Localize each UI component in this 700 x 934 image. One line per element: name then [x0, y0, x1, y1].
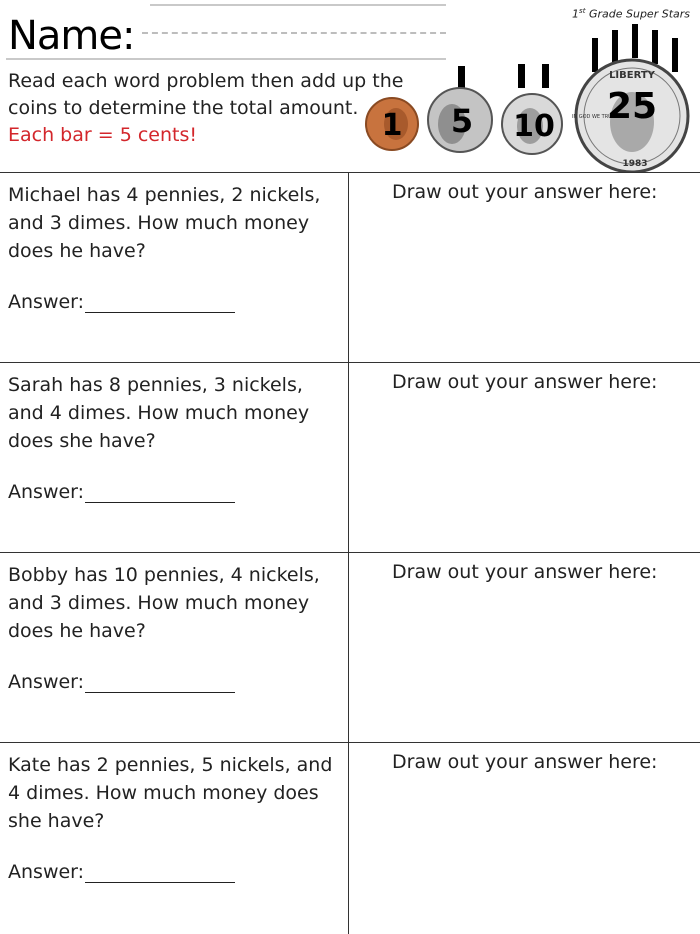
quarter-bar-2 — [612, 30, 618, 64]
quarter-trust-text: IN GOD WE TRUST — [571, 114, 619, 120]
draw-area-label: Draw out your answer here: — [392, 561, 658, 583]
name-top-line — [150, 4, 446, 6]
answer-field[interactable] — [8, 291, 235, 313]
nickel-value: 5 — [450, 102, 474, 140]
answer-field[interactable] — [8, 481, 235, 503]
draw-area-label: Draw out your answer here: — [392, 181, 658, 203]
name-label: Name: — [8, 13, 135, 59]
quarter-bar-1 — [592, 38, 598, 72]
quarter-value: 25 — [606, 86, 658, 127]
answer-field[interactable] — [8, 671, 235, 693]
answer-label: Answer: — [8, 671, 85, 693]
answer-line[interactable] — [85, 862, 235, 883]
problem-cell — [0, 553, 349, 742]
coin-reference — [360, 20, 700, 172]
problem-cell — [0, 743, 349, 934]
dime-bar-1 — [518, 64, 525, 88]
draw-area-label: Draw out your answer here: — [392, 371, 658, 393]
quarter-bar-5 — [672, 38, 678, 72]
quarter-year-text: 1983 — [622, 159, 648, 169]
penny-icon — [366, 98, 418, 150]
dime-bar-2 — [542, 64, 549, 88]
quarter-bar-4 — [652, 30, 658, 64]
dime-icon — [502, 94, 562, 154]
problem-text: Michael has 4 pennies, 2 nickels, and 3 dimes. How much money does he have? — [8, 184, 321, 262]
worksheet-header — [0, 0, 700, 172]
problem-text: Kate has 2 pennies, 5 nickels, and 4 dimes. How much money does she have? — [8, 754, 333, 832]
dime-value: 10 — [513, 109, 555, 144]
nickel-bar-1 — [458, 66, 465, 90]
quarter-bar-3 — [632, 24, 638, 58]
problem-text: Sarah has 8 pennies, 3 nickels, and 4 dimes. How much money does she have? — [8, 374, 310, 452]
answer-field[interactable] — [8, 861, 235, 883]
answer-line[interactable] — [85, 672, 235, 693]
answer-line[interactable] — [85, 482, 235, 503]
problem-row — [0, 173, 700, 363]
nickel-icon — [428, 88, 492, 152]
problem-cell — [0, 363, 349, 552]
problem-row — [0, 553, 700, 743]
instruction-bar-note: Each bar = 5 cents! — [8, 124, 197, 146]
instruction-line-2: coins to determine the total amount. — [8, 97, 359, 119]
brand-label: 1st Grade Super Stars — [572, 7, 690, 21]
problem-text: Bobby has 10 pennies, 4 nickels, and 3 dimes. How much money does he have? — [8, 564, 320, 642]
instruction-line-1: Read each word problem then add up the — [8, 70, 404, 92]
quarter-icon — [572, 60, 688, 172]
problem-row — [0, 363, 700, 553]
answer-line[interactable] — [85, 292, 235, 313]
problem-grid — [0, 172, 700, 934]
draw-area-label: Draw out your answer here: — [392, 751, 658, 773]
quarter-liberty-text: LIBERTY — [609, 70, 655, 81]
problem-cell — [0, 173, 349, 362]
penny-value: 1 — [381, 108, 403, 143]
answer-label: Answer: — [8, 861, 85, 883]
answer-label: Answer: — [8, 481, 85, 503]
problem-row — [0, 743, 700, 934]
answer-label: Answer: — [8, 291, 85, 313]
